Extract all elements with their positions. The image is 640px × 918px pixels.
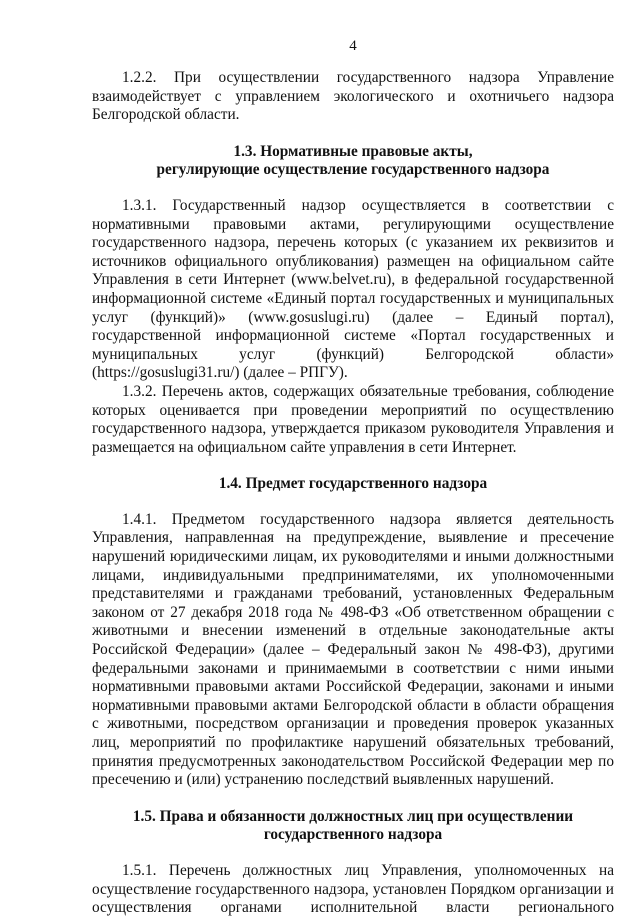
paragraph-1-5-1: 1.5.1. Перечень должностных лиц Управления, уполномоченных на осуществление государственного надзора, установлен Порядком организации и осуществления органами исполнительной власти регионального — [92, 861, 614, 917]
section-1-3-title-line1: 1.3. Нормативные правовые акты, — [233, 142, 473, 160]
section-1-5-title-line2: государственного надзора — [263, 826, 443, 844]
section-1-3-title-line2: регулирующие осуществление государственного надзора — [156, 161, 550, 179]
paragraph-1-2-2: 1.2.2. При осуществлении государственного надзора Управление взаимодействует с управлением экологического и охотничьего надзора Белгородской области. — [92, 69, 614, 124]
paragraph-1-3-2: 1.3.2. Перечень актов, содержащих обязательные требования, соблюдение которых оценивается при проведении мероприятий по осуществлению государственного надзора, утверждается приказом руководителя Управления и размещается на официальном сайте управления в сети Интернет. — [92, 382, 614, 456]
section-1-5-title-line1: 1.5. Права и обязанности должностных лиц при осуществлении — [132, 807, 574, 825]
page-number: 4 — [349, 38, 357, 54]
paragraph-1-3-1: 1.3.1. Государственный надзор осуществляется в соответствии с нормативными правовыми актами, регулирующими осуществление государственного надзора, перечень которых (с указанием их реквизитов и источников официального опубликования) размещен на официальном сайте Управления в сети Интернет (www.belvet.ru), в федеральной государственной информационной системе «Единый портал государственных и муниципальных услуг (функций)» (www.gosuslugi.ru) (далее – Единый портал), государственной информационной системе «Портал государственных и муниципальных услуг (функций) Белгородской области» (https://gosuslugi31.ru/) (далее – РПГУ). — [92, 196, 614, 382]
section-1-4-title: 1.4. Предмет государственного надзора — [218, 475, 488, 493]
paragraph-1-4-1: 1.4.1. Предметом государственного надзора является деятельность Управления, направленная на предупреждение, выявление и пресечение нарушений юридическими лицам, их руководителями и иными должностными лицами, индивидуальными предпринимателями, их уполномоченными представителями и гражданами требований, установленных Федеральным законом от 27 декабря 2018 года № 498-ФЗ «Об ответственном обращении с животными и внесении изменений в отдельные законодательные акты Российской Федерации» (далее – Федеральный закон № 498-ФЗ), другими федеральными законами и принимаемыми в соответствии с ними иными нормативными правовыми актами Российской Федерации, законами и иными нормативными правовыми актами Белгородской области в области обращения с животными, посредством организации и проведения проверок указанных лиц, мероприятий по профилактике нарушений обязательных требований, принятия предусмотренных законодательством Российской Федерации мер по пресечению и (или) устранению последствий выявленных нарушений. — [92, 510, 614, 789]
